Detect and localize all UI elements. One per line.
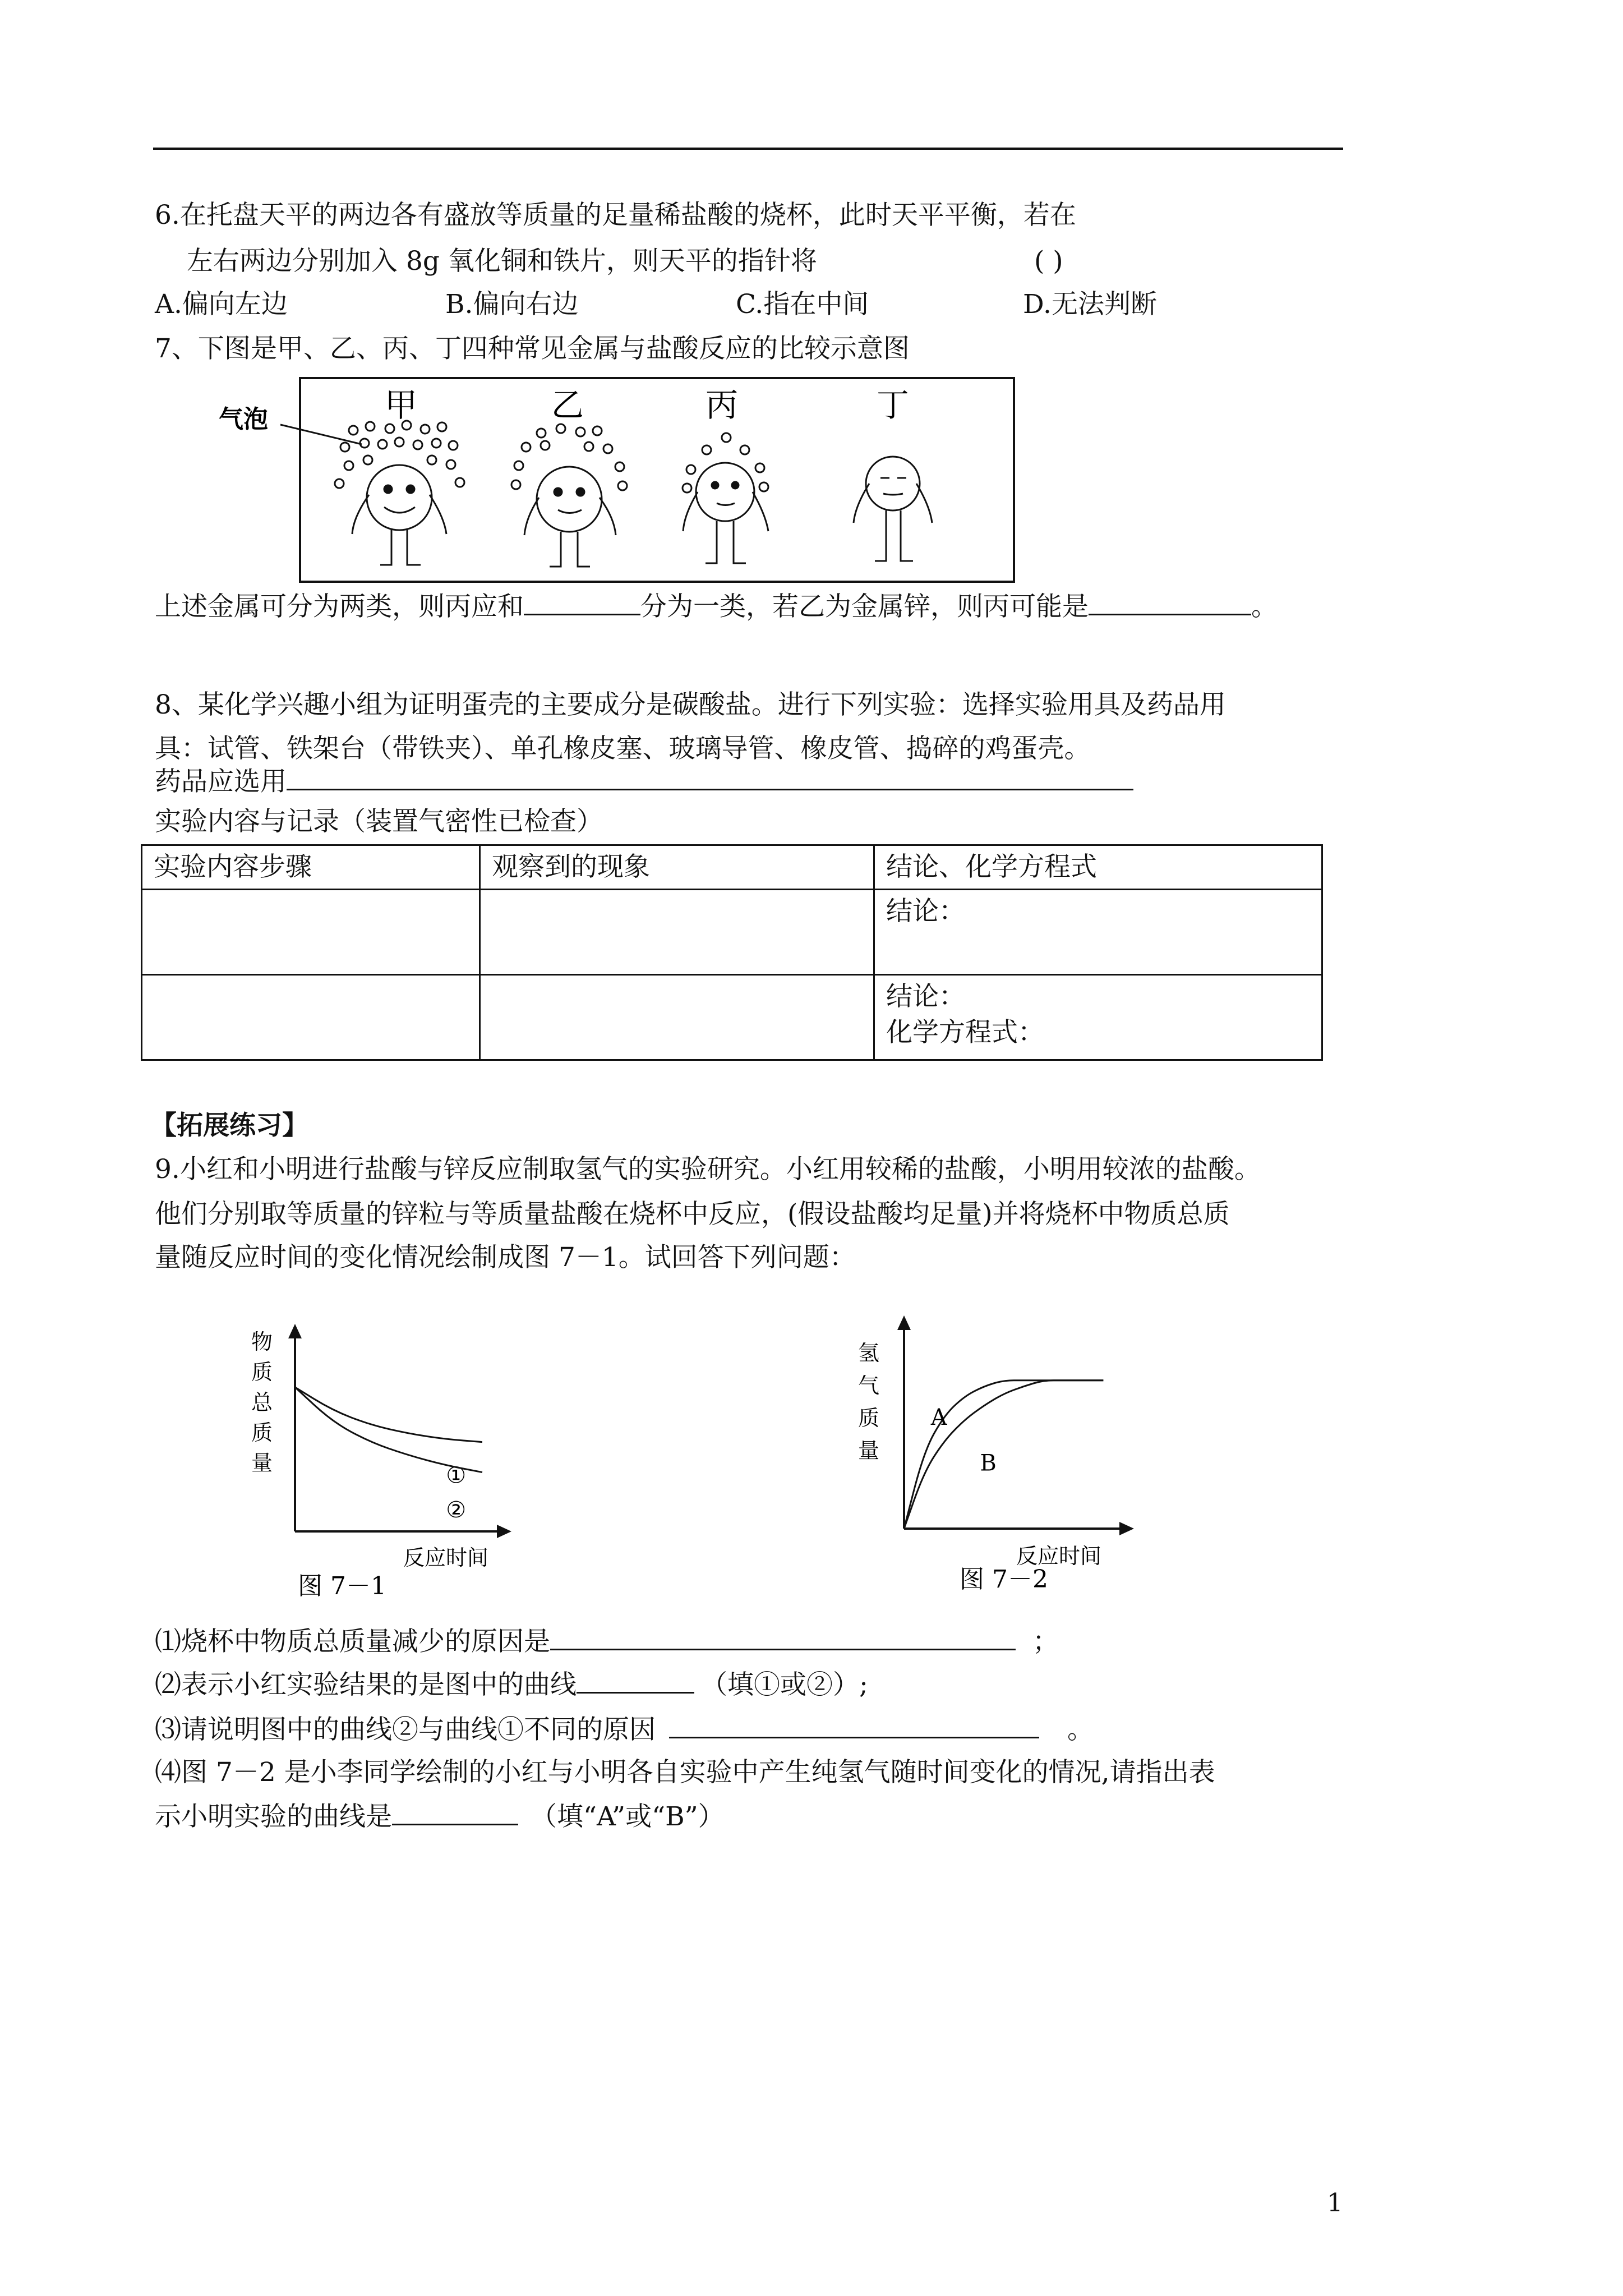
y-axis-label-char: 氢 <box>858 1341 880 1365</box>
y-axis-label-char: 质 <box>858 1406 880 1430</box>
series-label-①: ① <box>446 1462 467 1489</box>
q8-record-label: 实验内容与记录（装置气密性已检查） <box>155 806 603 837</box>
y-axis-label-char: 质 <box>251 1420 273 1445</box>
q8-drug-label: 药品应选用 <box>155 766 287 797</box>
y-axis-label-char: 量 <box>251 1451 273 1475</box>
series-label-A: A <box>930 1405 947 1430</box>
q9-sub1 <box>155 1624 1059 1659</box>
q9-line3: 量随反应时间的变化情况绘制成图 7－1。试回答下列问题： <box>155 1242 856 1273</box>
metal-label-jia: 甲 <box>384 386 418 424</box>
y-axis-label-char: 气 <box>858 1373 880 1398</box>
q9-sub2-blank[interactable] <box>577 1667 694 1694</box>
series-line-A <box>904 1381 1103 1529</box>
c1-x-arrow <box>497 1525 511 1538</box>
c2-x-arrow <box>1119 1522 1134 1535</box>
y-axis-label-char: 量 <box>858 1438 880 1463</box>
q9-sub1-blank[interactable] <box>550 1624 1016 1650</box>
page-number: 1 <box>1327 2188 1343 2217</box>
c1-title: 图 7－1 <box>298 1572 386 1600</box>
metal-label-ding: 丁 <box>876 386 910 424</box>
metal-ding-figure <box>854 457 932 561</box>
q9-sub4-line1: ⑷图 7－2 是小李同学绘制的小红与小明各自实验中产生纯氢气随时间变化的情况,请指出表 <box>155 1757 1215 1788</box>
q7-blank-2[interactable] <box>1089 589 1251 615</box>
q7-answer-line <box>155 589 1278 624</box>
q9-sub4-text: 示小明实验的曲线是 <box>155 1801 392 1832</box>
q6-option-d: D.无法判断 <box>1023 289 1157 320</box>
q9-line2: 他们分别取等质量的锌粒与等质量盐酸在烧杯中反应，(假设盐酸均足量)并将烧杯中物质总质 <box>155 1199 1230 1230</box>
c2-x-axis-label: 反应时间 <box>1016 1544 1102 1568</box>
bubble-label: 气泡 <box>219 405 268 434</box>
y-axis-label-char: 质 <box>251 1360 273 1384</box>
metal-yi-figure <box>511 424 627 567</box>
chart-7-1 <box>236 1313 572 1610</box>
q6-option-c: C.指在中间 <box>736 289 869 320</box>
q9-sub1-text: ⑴烧杯中物质总质量减少的原因是 <box>155 1626 550 1657</box>
q8-drug-line <box>155 764 1133 799</box>
metal-label-yi: 乙 <box>551 386 584 424</box>
series-line-① <box>295 1387 482 1442</box>
chart-7-2 <box>841 1304 1155 1602</box>
experiment-record-table <box>141 844 1323 1061</box>
q9-sub2-end: （填①或②）; <box>701 1669 868 1700</box>
table-cell-phenomena-1[interactable] <box>480 890 874 975</box>
table-cell-steps-1[interactable] <box>142 890 480 975</box>
table-cell-phenomena-2[interactable] <box>480 975 874 1060</box>
table-header-conclusion: 结论、化学方程式 <box>874 845 1322 890</box>
q6-answer-paren: ( ) <box>1034 246 1063 277</box>
q9-sub4-line2 <box>155 1799 725 1834</box>
metal-label-bing: 丙 <box>705 386 739 424</box>
q7-answer-end: 。 <box>1251 591 1278 622</box>
q6-option-b: B.偏向右边 <box>445 289 579 320</box>
y-axis-label-char: 物 <box>251 1329 273 1354</box>
c1-x-axis-label: 反应时间 <box>403 1545 489 1570</box>
q7-title: 7、下图是甲、乙、丙、丁四种常见金属与盐酸反应的比较示意图 <box>155 333 910 364</box>
q9-sub4-blank[interactable] <box>392 1799 518 1825</box>
q9-sub3-end: 。 <box>1067 1714 1094 1745</box>
header-rule <box>153 148 1343 150</box>
q6-line2: 左右两边分别加入 8g 氧化铜和铁片，则天平的指针将 <box>187 246 817 277</box>
c2-title: 图 7－2 <box>960 1565 1048 1594</box>
c2-y-arrow <box>897 1315 911 1330</box>
series-label-②: ② <box>446 1497 467 1523</box>
q9-line1: 9.小红和小明进行盐酸与锌反应制取氢气的实验研究。小红用较稀的盐酸，小明用较浓的盐酸。 <box>155 1154 1261 1185</box>
q9-sub3-blank[interactable] <box>669 1712 1039 1738</box>
table-row <box>142 975 1322 1060</box>
q6-option-a: A.偏向左边 <box>155 289 288 320</box>
row2-equation-label: 化学方程式： <box>886 1017 1044 1048</box>
q8-line2: 具：试管、铁架台（带铁夹）、单孔橡皮塞、玻璃导管、橡皮管、捣碎的鸡蛋壳。 <box>155 733 1091 764</box>
q7-answer-b: 分为一类，若乙为金属锌，则丙可能是 <box>640 591 1089 622</box>
table-header-phenomena: 观察到的现象 <box>480 845 874 890</box>
q9-sub2 <box>155 1667 868 1702</box>
table-header-steps: 实验内容步骤 <box>142 845 480 890</box>
q8-line1: 8、某化学兴趣小组为证明蛋壳的主要成分是碳酸盐。进行下列实验：选择实验用具及药品用 <box>155 689 1226 720</box>
table-cell-conclusion-2[interactable] <box>874 975 1322 1060</box>
q7-blank-1[interactable] <box>524 589 640 615</box>
y-axis-label-char: 总 <box>251 1390 273 1415</box>
q9-sub3-text: ⑶请说明图中的曲线②与曲线①不同的原因 <box>155 1714 656 1745</box>
metal-bing-figure <box>683 433 768 563</box>
c1-y-arrow <box>288 1324 302 1338</box>
q7-answer-a: 上述金属可分为两类，则丙应和 <box>155 591 524 622</box>
q6-line1: 6.在托盘天平的两边各有盛放等质量的足量稀盐酸的烧杯，此时天平平衡，若在 <box>155 200 1076 231</box>
q9-sub4-end: （填“A”或“B”） <box>531 1801 725 1832</box>
q9-sub2-text: ⑵表示小红实验结果的是图中的曲线 <box>155 1669 577 1700</box>
row1-conclusion-label: 结论： <box>886 896 965 927</box>
table-row <box>142 890 1322 975</box>
extension-heading: 【拓展练习】 <box>150 1110 308 1141</box>
q9-sub3 <box>155 1712 1094 1747</box>
q9-sub1-end: ； <box>1032 1626 1059 1657</box>
table-cell-steps-2[interactable] <box>142 975 480 1060</box>
table-header-row <box>142 845 1322 890</box>
metal-cartoon-svg <box>202 377 1021 586</box>
row2-conclusion-label: 结论： <box>886 981 965 1012</box>
q8-drug-blank[interactable] <box>287 764 1133 790</box>
table-cell-conclusion-1[interactable] <box>874 890 1322 975</box>
series-line-B <box>904 1381 1103 1529</box>
series-label-B: B <box>980 1450 997 1476</box>
